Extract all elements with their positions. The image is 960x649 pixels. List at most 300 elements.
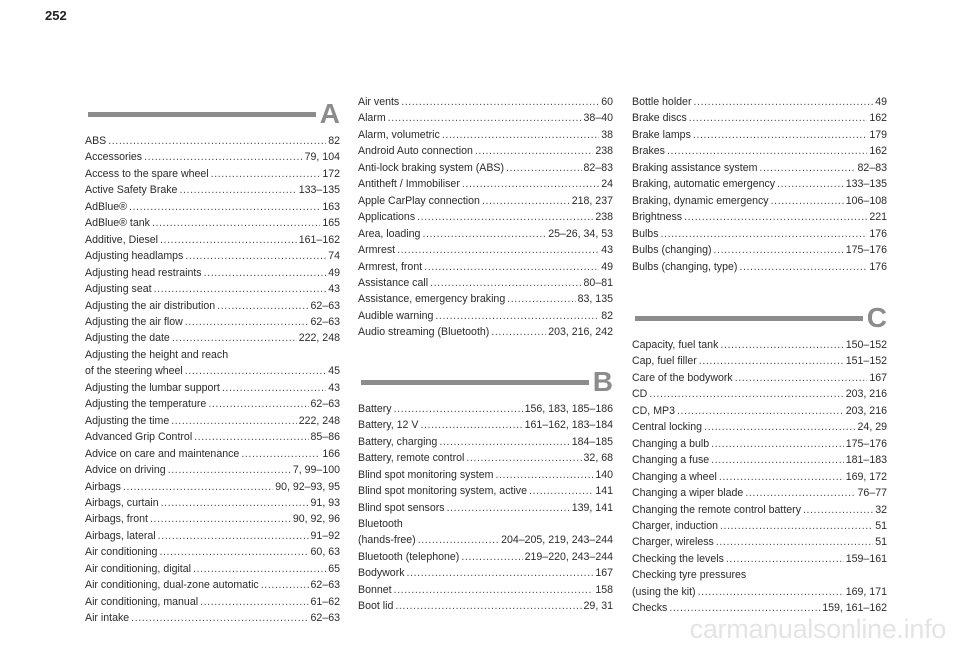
index-term: Anti-lock braking system (ABS) [358, 161, 505, 174]
dot-leader [491, 324, 546, 340]
index-entry [632, 452, 887, 468]
index-entry-list [358, 401, 613, 615]
dot-leader [123, 479, 273, 495]
dot-leader [693, 127, 867, 143]
index-page-ref: 49 [875, 96, 887, 108]
index-entry [85, 133, 340, 149]
index-entry-list [85, 133, 340, 627]
index-entry [85, 281, 340, 297]
index-page-ref: 156, 183, 185–186 [524, 402, 613, 415]
index-term: Brakes [632, 145, 665, 158]
index-entry [632, 485, 887, 501]
dot-leader [739, 259, 867, 275]
index-entry [358, 127, 613, 143]
dot-leader [735, 370, 868, 386]
dot-leader [418, 532, 499, 548]
index-page-ref: 38–40 [583, 112, 613, 125]
index-term: Charger, induction [632, 519, 718, 532]
index-entry [85, 330, 340, 346]
dot-leader [698, 584, 844, 600]
index-term: Advice on driving [85, 464, 166, 477]
index-term: Airbags [85, 480, 121, 493]
dot-leader [720, 518, 873, 534]
index-page-ref: 139, 141 [571, 501, 613, 514]
index-page-ref: 62–63 [310, 579, 340, 592]
index-term: Blind spot monitoring system [358, 468, 494, 481]
index-page-ref: 133–135 [298, 184, 340, 197]
index-term: Changing a bulb [632, 437, 710, 450]
index-entry [632, 403, 887, 419]
dot-leader [185, 248, 326, 264]
index-entry [358, 94, 613, 110]
index-term: Central locking [632, 421, 703, 434]
index-section [632, 301, 887, 617]
dot-leader [661, 226, 868, 242]
index-entry [358, 450, 613, 466]
index-page-ref: 38 [601, 128, 613, 141]
dot-leader [699, 353, 844, 369]
index-page-ref: 62–63 [310, 299, 340, 312]
index-page-ref: 163 [322, 200, 340, 213]
index-term: (hands-free) [358, 534, 416, 547]
index-page-ref: 158 [595, 583, 613, 596]
index-term: Braking, dynamic emergency [632, 194, 769, 207]
index-page-ref: 82–83 [583, 161, 613, 174]
index-term: Adjusting the height and reach [85, 348, 229, 361]
dot-leader [131, 610, 308, 626]
index-entry [358, 582, 613, 598]
index-term: Accessories [85, 151, 143, 164]
index-entry [358, 209, 613, 225]
index-term: Adjusting the air flow [85, 315, 183, 328]
index-term: Assistance call [358, 276, 429, 289]
index-entry [85, 380, 340, 396]
index-page-ref: 79, 104 [304, 151, 340, 164]
dot-leader [222, 380, 326, 396]
dot-leader [204, 265, 327, 281]
dot-leader [720, 337, 843, 353]
dot-leader [461, 549, 522, 565]
index-entry [358, 434, 613, 450]
index-entry [632, 127, 887, 143]
index-term: of the steering wheel [85, 365, 183, 378]
index-entry [358, 467, 613, 483]
index-term: Audible warning [358, 309, 434, 322]
watermark: carmanualsonline.info [689, 614, 946, 644]
dot-leader [466, 450, 581, 466]
index-term: Battery, remote control [358, 452, 465, 465]
index-section [85, 97, 340, 627]
index-page-ref: 179 [869, 128, 887, 141]
index-term: Bulbs (changing, type) [632, 260, 738, 273]
index-term: AdBlue® [85, 200, 127, 213]
dot-leader [211, 166, 321, 182]
index-term: Additive, Diesel [85, 233, 159, 246]
dot-leader [649, 386, 843, 402]
index-entry [85, 577, 340, 593]
section-header [358, 365, 613, 401]
dot-leader [716, 534, 873, 550]
index-entry [632, 386, 887, 402]
section-header [85, 97, 340, 133]
index-page-ref: 62–63 [310, 612, 340, 625]
index-term: Apple CarPlay connection [358, 194, 480, 207]
index-page-ref: 162 [869, 145, 887, 158]
index-term: Area, loading [358, 227, 421, 240]
index-entry-list [358, 94, 613, 341]
index-page-ref: 90, 92, 96 [292, 513, 340, 526]
section-divider [635, 316, 863, 321]
index-entry [85, 232, 340, 248]
index-term: Blind spot sensors [358, 501, 445, 514]
index-page-ref: 25–26, 34, 53 [548, 227, 613, 240]
index-page-ref: 219–220, 243–244 [524, 550, 613, 563]
index-entry [358, 160, 613, 176]
index-page-ref: 7, 99–100 [292, 464, 340, 477]
index-page-ref: 238 [595, 145, 613, 158]
index-entry [85, 544, 340, 560]
dot-leader [745, 485, 855, 501]
index-entry [632, 370, 887, 386]
index-term: Changing the remote control battery [632, 503, 802, 516]
index-page-ref: 106–108 [845, 194, 887, 207]
index-term: Bulbs (changing) [632, 244, 712, 257]
index-entry [632, 518, 887, 534]
index-term: Bulbs [632, 227, 659, 240]
dot-leader [394, 401, 523, 417]
index-entry [358, 259, 613, 275]
index-page-ref: 43 [601, 244, 613, 257]
index-entry [632, 209, 887, 225]
dot-leader [442, 127, 599, 143]
page-number: 252 [45, 8, 67, 23]
index-page-ref: 43 [328, 381, 340, 394]
index-page-ref: 24 [601, 178, 613, 191]
index-entry [358, 110, 613, 126]
index-entry [632, 337, 887, 353]
dot-leader [424, 259, 599, 275]
dot-leader [261, 577, 309, 593]
index-term: Assistance, emergency braking [358, 293, 506, 306]
index-entry [85, 182, 340, 198]
index-page-ref: 60, 63 [310, 546, 340, 559]
index-page-ref: 175–176 [845, 244, 887, 257]
index-page-ref: 181–183 [845, 454, 887, 467]
dot-leader [217, 298, 308, 314]
index-page-ref: 62–63 [310, 315, 340, 328]
index-section [632, 94, 887, 275]
index-page-ref: 176 [869, 260, 887, 273]
index-entry [632, 567, 887, 583]
index-page-ref: 62–63 [310, 398, 340, 411]
index-entry [85, 215, 340, 231]
index-page-ref: 74 [328, 250, 340, 263]
index-page-ref: 49 [601, 260, 613, 273]
index-term: Charger, wireless [632, 536, 714, 549]
index-entry [85, 298, 340, 314]
index-page-ref: 82 [601, 309, 613, 322]
index-entry [632, 353, 887, 369]
index-page-ref: 45 [328, 365, 340, 378]
index-term: Active Safety Brake [85, 184, 178, 197]
index-entry [632, 160, 887, 176]
index-term: Armrest [358, 244, 396, 257]
index-entry [632, 436, 887, 452]
index-page-ref: 60 [601, 96, 613, 108]
dot-leader [185, 363, 326, 379]
index-term: Battery, 12 V [358, 419, 419, 432]
dot-leader [395, 598, 581, 614]
index-entry [358, 291, 613, 307]
index-entry [632, 110, 887, 126]
index-term: Brake lamps [632, 128, 691, 141]
index-term: Alarm, volumetric [358, 128, 440, 141]
index-page-ref: 159, 161–162 [822, 602, 887, 615]
index-entry [632, 143, 887, 159]
dot-leader [193, 561, 326, 577]
index-entry [358, 565, 613, 581]
index-term: Checking the levels [632, 552, 724, 565]
section-letter: A [319, 98, 340, 129]
index-entry [358, 308, 613, 324]
index-term: Bluetooth [358, 517, 403, 530]
dot-leader [495, 467, 593, 483]
index-term: Applications [358, 211, 416, 224]
index-entry [85, 594, 340, 610]
index-term: Air conditioning [85, 546, 158, 559]
index-entry [632, 259, 887, 275]
index-entry [358, 598, 613, 614]
index-page-ref: 61–62 [310, 595, 340, 608]
dot-leader [208, 396, 308, 412]
index-term: Brake discs [632, 112, 687, 125]
index-term: Bonnet [358, 583, 392, 596]
dot-leader [430, 275, 581, 291]
index-page-ref: 222, 248 [298, 332, 340, 345]
index-entry [632, 94, 887, 110]
index-entry [85, 495, 340, 511]
index-term: Android Auto connection [358, 145, 473, 158]
index-term: Capacity, fuel tank [632, 338, 719, 351]
index-entry [85, 429, 340, 445]
dot-leader [179, 182, 296, 198]
dot-leader [439, 434, 569, 450]
index-term: (using the kit) [632, 585, 696, 598]
index-page-ref: 161–162 [298, 233, 340, 246]
index-page-ref: 169, 171 [845, 585, 887, 598]
index-entry [632, 242, 887, 258]
index-term: Adjusting seat [85, 283, 152, 296]
index-entry [85, 199, 340, 215]
index-entry [632, 584, 887, 600]
index-page-ref: 169, 172 [845, 470, 887, 483]
index-page-ref: 80–81 [583, 276, 613, 289]
dot-leader [435, 308, 599, 324]
dot-leader [397, 242, 599, 258]
index-term: Air conditioning, manual [85, 595, 199, 608]
index-page-ref: 82–83 [857, 161, 887, 174]
index-term: Bodywork [358, 567, 405, 580]
dot-leader [759, 160, 855, 176]
index-term: Battery [358, 402, 392, 415]
dot-leader [677, 403, 844, 419]
index-entry-list [632, 337, 887, 617]
index-term: Audio streaming (Bluetooth) [358, 326, 490, 339]
index-entry [85, 479, 340, 495]
index-term: Brightness [632, 211, 683, 224]
index-page-ref: 91–92 [310, 529, 340, 542]
index-term: Antitheft / Immobiliser [358, 178, 460, 191]
dot-leader [447, 500, 570, 516]
index-entry [85, 347, 340, 363]
dot-leader [241, 446, 320, 462]
dot-leader [777, 176, 844, 192]
dot-leader [150, 511, 291, 527]
index-entry [358, 242, 613, 258]
dot-leader [482, 193, 570, 209]
index-entry [85, 511, 340, 527]
index-entry [358, 417, 613, 433]
index-page-ref: 85–86 [310, 431, 340, 444]
index-term: Air conditioning, digital [85, 562, 191, 575]
dot-leader [152, 215, 320, 231]
index-page-ref: 166 [322, 447, 340, 460]
index-term: Airbags, front [85, 513, 149, 526]
index-section [358, 365, 613, 615]
index-entry [358, 324, 613, 340]
index-entry [85, 314, 340, 330]
dot-leader [771, 193, 844, 209]
index-entry [85, 561, 340, 577]
index-column-1 [85, 97, 340, 627]
index-entry [632, 419, 887, 435]
index-term: Boot lid [358, 600, 394, 613]
index-term: Adjusting the lumbar support [85, 381, 220, 394]
index-term: Bluetooth (telephone) [358, 550, 460, 563]
dot-leader [168, 462, 291, 478]
dot-leader [161, 495, 309, 511]
index-page-ref: 161–162, 183–184 [524, 419, 613, 432]
index-entry [358, 532, 613, 548]
dot-leader [171, 413, 297, 429]
index-entry [358, 176, 613, 192]
index-page-ref: 167 [595, 567, 613, 580]
dot-leader [144, 149, 303, 165]
index-page-ref: 51 [875, 536, 887, 549]
index-page-ref: 218, 237 [571, 194, 613, 207]
index-page-ref: 29, 31 [583, 600, 613, 613]
dot-leader [714, 242, 844, 258]
dot-leader [160, 232, 297, 248]
index-page-ref: 32, 68 [583, 452, 613, 465]
index-entry [358, 193, 613, 209]
section-letter: B [592, 365, 613, 397]
index-entry [85, 413, 340, 429]
index-term: Changing a wheel [632, 470, 717, 483]
index-page-ref: 150–152 [845, 338, 887, 351]
index-term: CD, MP3 [632, 404, 675, 417]
index-term: Braking assistance system [632, 161, 758, 174]
dot-leader [711, 452, 844, 468]
index-page-ref: 221 [869, 211, 887, 224]
index-term: Air conditioning, dual-zone automatic [85, 579, 259, 592]
dot-leader [719, 469, 844, 485]
index-entry [85, 149, 340, 165]
index-page-ref: 91, 93 [310, 496, 340, 509]
index-section [358, 94, 613, 341]
index-page-ref: 222, 248 [298, 414, 340, 427]
dot-leader [475, 143, 593, 159]
dot-leader [185, 314, 309, 330]
index-column-3 [632, 94, 887, 617]
section-divider [361, 380, 589, 385]
index-entry [358, 226, 613, 242]
dot-leader [407, 565, 594, 581]
index-term: Adjusting headlamps [85, 250, 184, 263]
index-term: Airbags, curtain [85, 496, 159, 509]
index-term: Braking, automatic emergency [632, 178, 776, 191]
index-page-ref: 203, 216, 242 [548, 326, 613, 339]
dot-leader [507, 291, 575, 307]
index-entry [358, 500, 613, 516]
index-page-ref: 176 [869, 227, 887, 240]
index-term: Bottle holder [632, 96, 692, 108]
index-page-ref: 203, 216 [845, 388, 887, 401]
index-entry [85, 363, 340, 379]
dot-leader [667, 143, 867, 159]
index-term: Blind spot monitoring system, active [358, 485, 527, 498]
index-page-ref: 83, 135 [577, 293, 613, 306]
index-page-ref: 24, 29 [857, 421, 887, 434]
index-entry [85, 265, 340, 281]
index-page-ref: 65 [328, 562, 340, 575]
dot-leader [172, 330, 297, 346]
index-term: CD [632, 388, 648, 401]
index-page-ref: 43 [328, 283, 340, 296]
index-page-ref: 32 [875, 503, 887, 516]
index-entry [85, 248, 340, 264]
index-term: Adjusting the date [85, 332, 170, 345]
index-entry [85, 528, 340, 544]
index-page-ref: 82 [328, 135, 340, 147]
index-page-ref: 238 [595, 211, 613, 224]
index-term: Adjusting the temperature [85, 398, 207, 411]
index-entry [358, 275, 613, 291]
index-page-ref: 141 [595, 485, 613, 498]
index-page-ref: 172 [322, 167, 340, 180]
index-entry [632, 551, 887, 567]
dot-leader [693, 94, 873, 110]
index-term: Changing a wiper blade [632, 487, 744, 500]
index-term: Battery, charging [358, 435, 438, 448]
dot-leader [711, 436, 844, 452]
index-entry [358, 483, 613, 499]
index-entry [85, 396, 340, 412]
index-page-ref: 184–185 [571, 435, 613, 448]
index-page-ref: 133–135 [845, 178, 887, 191]
index-term: ABS [85, 135, 107, 147]
dot-leader [506, 160, 582, 176]
index-page-ref: 76–77 [857, 487, 887, 500]
dot-leader [704, 419, 855, 435]
index-term: Cap, fuel filler [632, 355, 697, 368]
dot-leader [420, 417, 522, 433]
dot-leader [108, 133, 326, 149]
index-page-ref: 165 [322, 217, 340, 230]
index-term: Airbags, lateral [85, 529, 156, 542]
index-term: AdBlue® tank [85, 217, 150, 230]
index-entry [632, 534, 887, 550]
